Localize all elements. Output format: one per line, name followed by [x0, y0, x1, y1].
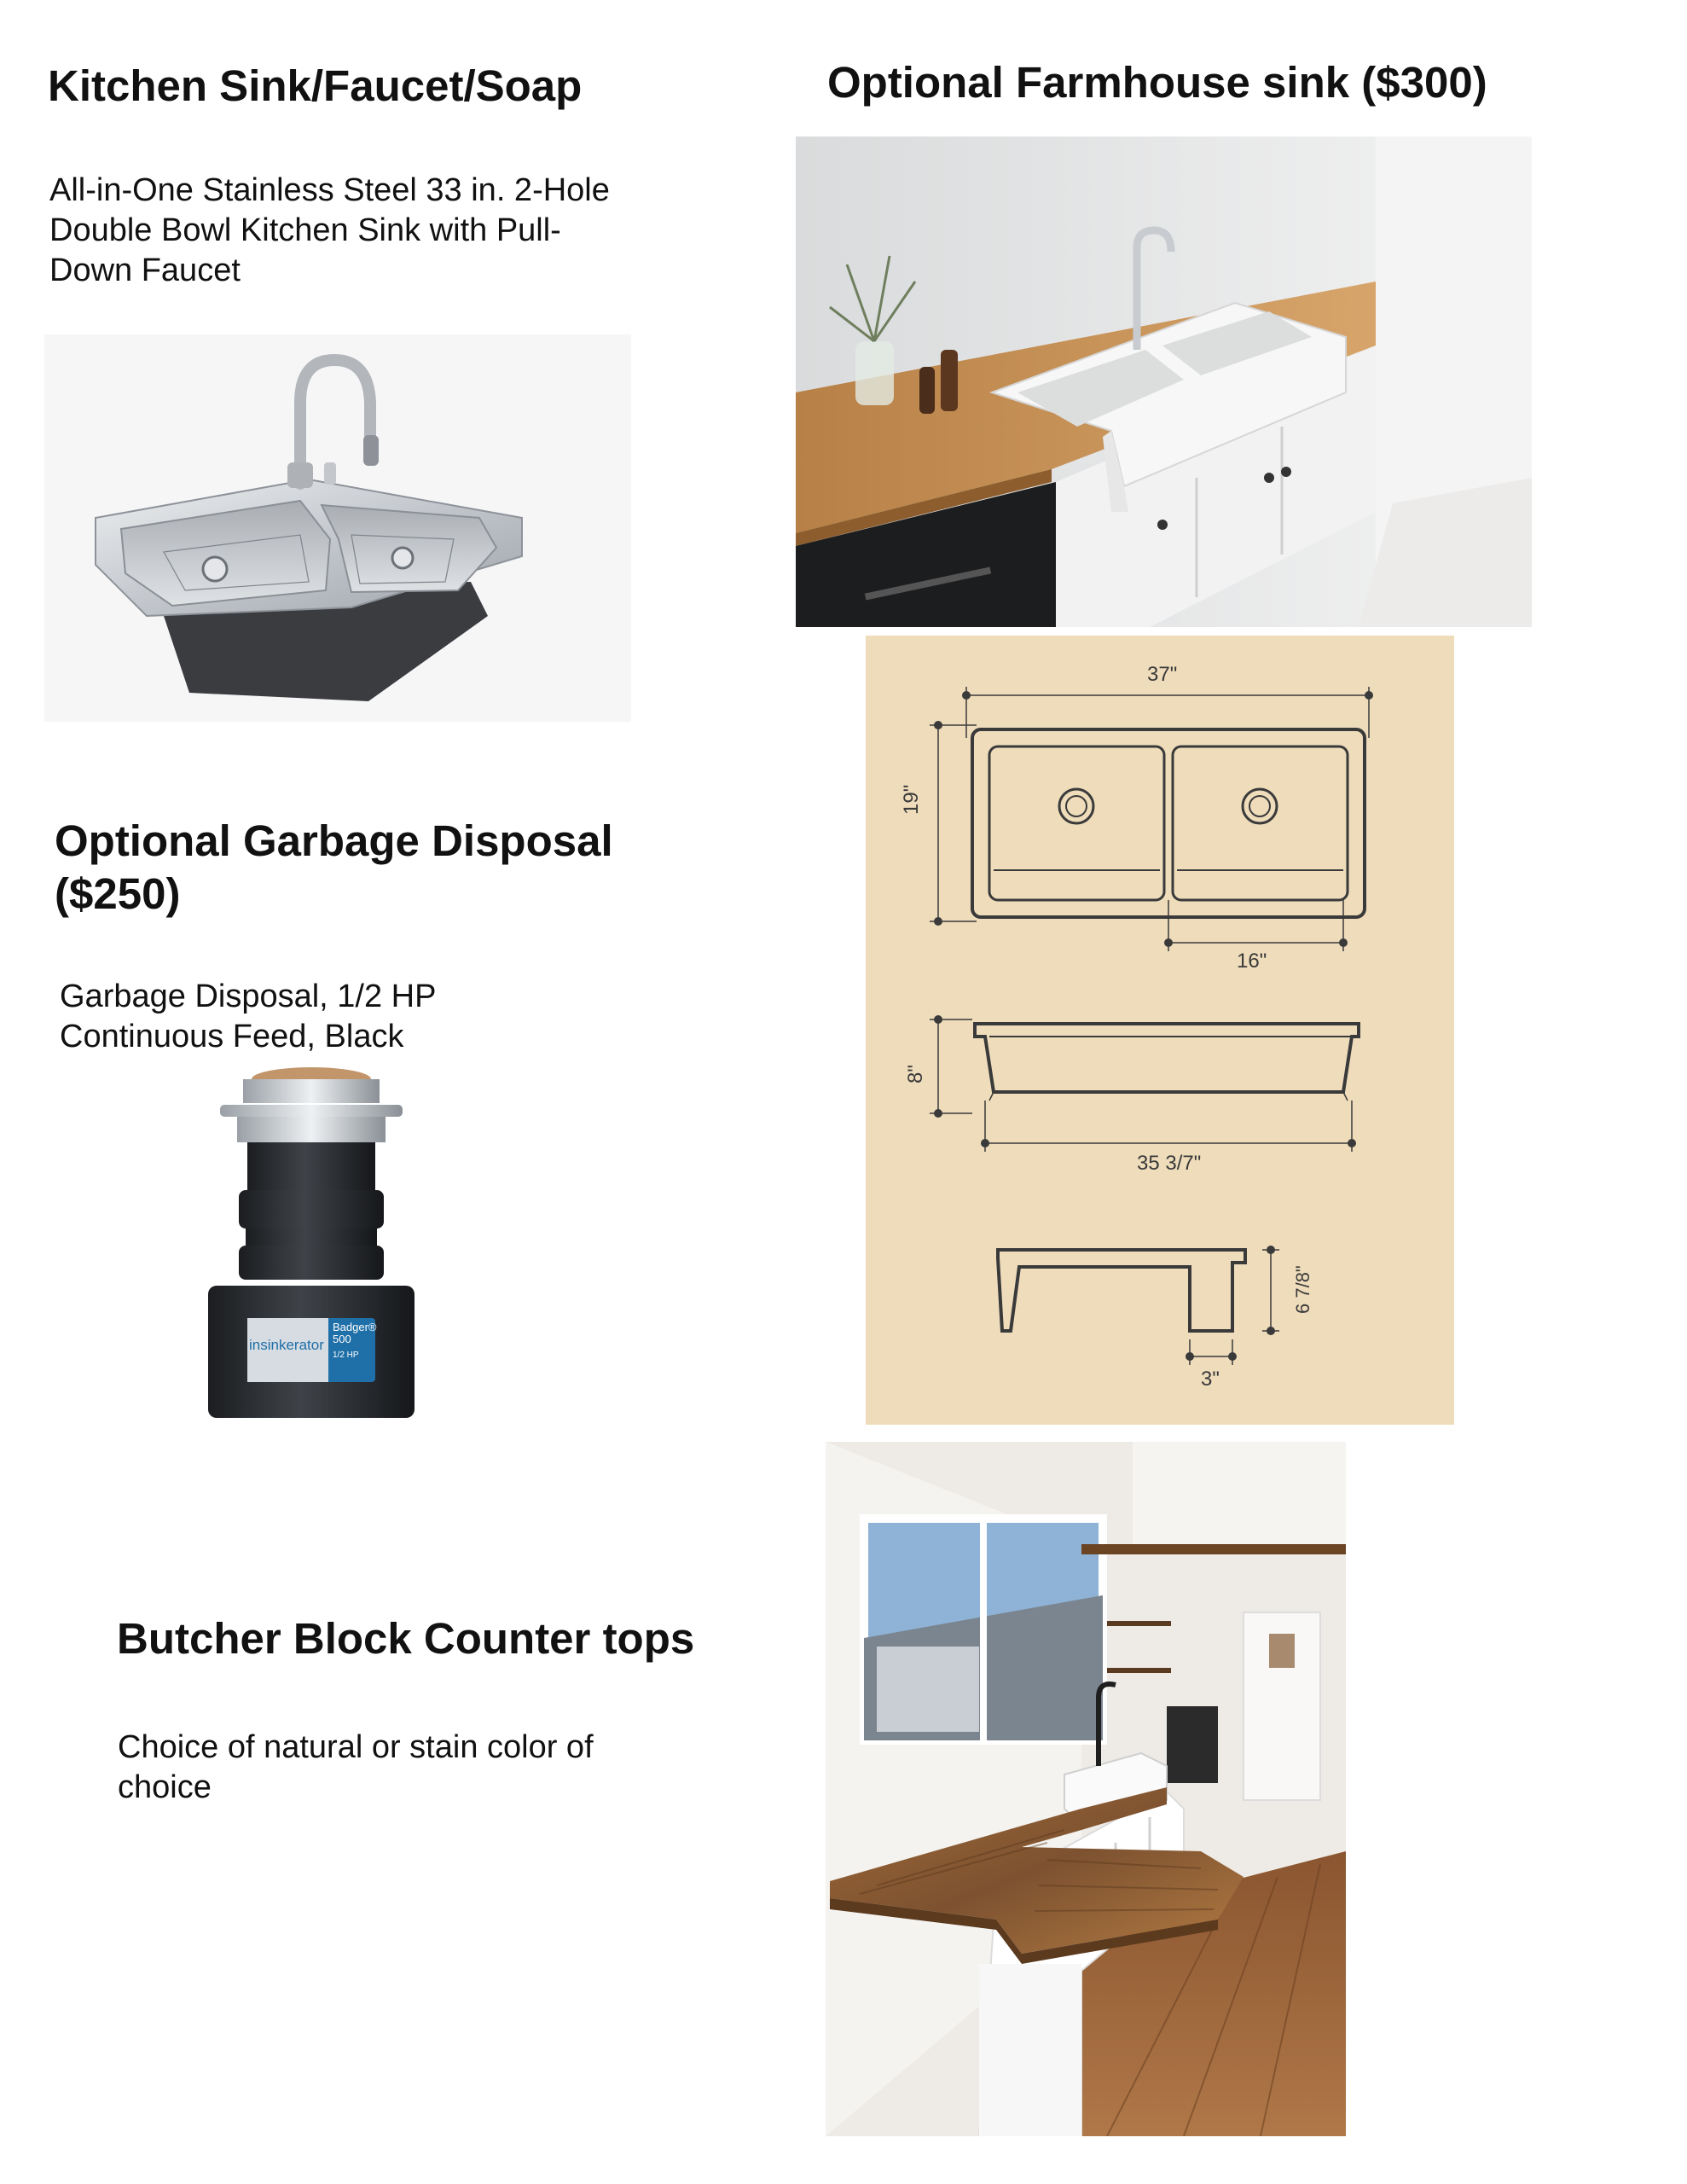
- disposal-section-title: Optional Garbage Disposal ($250): [55, 816, 613, 918]
- disposal-brand-label: insinkerator: [249, 1337, 324, 1353]
- sink-description: All-in-One Stainless Steel 33 in. 2-Hole Double Bowl Kitchen Sink with Pull- Down Faucet: [49, 172, 610, 288]
- disposal-hp-label: 1/2 HP: [333, 1350, 359, 1360]
- countertops-section-title: Butcher Block Counter tops: [117, 1614, 695, 1663]
- dim-apron-height: 6 7/8": [1292, 1265, 1313, 1314]
- dim-depth: 19": [900, 784, 923, 815]
- disposal-model-label: Badger® 500: [333, 1321, 377, 1345]
- stainless-sink-photo: [44, 334, 631, 722]
- countertops-description: Choice of natural or stain color of choice: [118, 1729, 594, 1805]
- dim-width-top: 37": [1147, 663, 1178, 686]
- garbage-disposal-photo: [205, 1062, 418, 1420]
- dim-bowl-width: 16": [1237, 950, 1267, 973]
- sink-section-title: Kitchen Sink/Faucet/Soap: [48, 61, 583, 110]
- disposal-description: Garbage Disposal, 1/2 HP Continuous Feed, Black: [60, 979, 437, 1054]
- farmhouse-sink-photo: [796, 136, 1532, 627]
- farmhouse-section-title: Optional Farmhouse sink ($300): [827, 58, 1487, 107]
- dim-bottom-width: 35 3/7": [1137, 1152, 1202, 1175]
- dim-apron-depth: 3": [1201, 1368, 1220, 1391]
- dim-height: 8": [904, 1065, 927, 1083]
- butcher-block-countertop-photo: [826, 1442, 1346, 2136]
- sink-dimension-diagram: [866, 636, 1454, 1425]
